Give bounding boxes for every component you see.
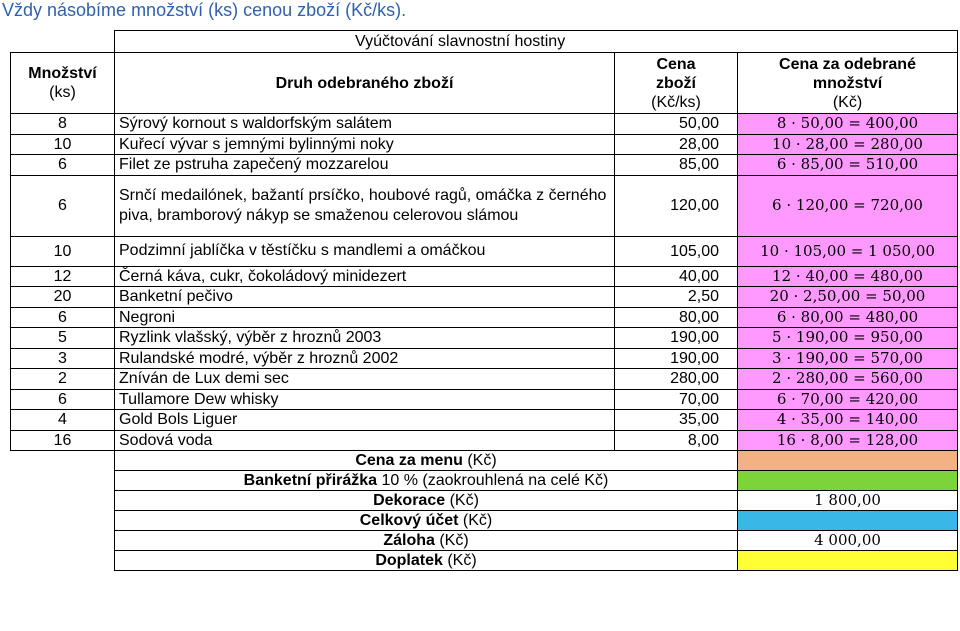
header-item <box>115 53 615 114</box>
row-item: Gold Bols Liguer <box>115 410 615 431</box>
summary-total-label: Celkový účet (Kč) <box>115 511 738 531</box>
row-total: 6 · 70,00 = 420,00 <box>738 389 958 410</box>
row-quantity: 5 <box>11 328 115 349</box>
row-total: 10 · 28,00 = 280,00 <box>738 134 958 155</box>
row-total: 20 · 2,50,00 = 50,00 <box>738 287 958 308</box>
row-total: 3 · 190,00 = 570,00 <box>738 348 958 369</box>
row-quantity: 4 <box>11 410 115 431</box>
row-total: 10 · 105,00 = 1 050,00 <box>738 236 958 266</box>
row-quantity: 2 <box>11 369 115 390</box>
header-quantity <box>11 53 115 114</box>
header-price-unit: (Kč/ks) <box>651 93 701 111</box>
summary-extra-label: Doplatek (Kč) <box>115 551 738 571</box>
row-quantity: 12 <box>11 266 115 287</box>
row-price: 120,00 <box>615 175 738 236</box>
row-item: Banketní pečivo <box>115 287 615 308</box>
table-title: Vyúčtování slavnostní hostiny <box>115 31 958 53</box>
header-row <box>11 53 958 114</box>
summary-deposit-value[interactable]: 4 000,00 <box>738 531 958 551</box>
header-price-label-1: Cena <box>656 55 696 73</box>
row-item: Filet ze pstruha zapečený mozzarelou <box>115 155 615 176</box>
row-price: 190,00 <box>615 328 738 349</box>
row-total: 2 · 280,00 = 560,00 <box>738 369 958 390</box>
row-price: 80,00 <box>615 307 738 328</box>
table-row <box>11 134 958 155</box>
row-item: Kuřecí vývar s jemnými bylinnými noky <box>115 134 615 155</box>
row-quantity: 3 <box>11 348 115 369</box>
row-price: 8,00 <box>615 430 738 451</box>
summary-decor-value[interactable]: 1 800,00 <box>738 491 958 511</box>
summary-menu-value[interactable] <box>738 451 958 471</box>
row-item: Ryzlink vlašský, výběr z hroznů 2003 <box>115 328 615 349</box>
instruction-headline: Vždy násobíme množství (ks) cenou zboží (Kč/ks). <box>2 0 407 20</box>
table-row <box>11 369 958 390</box>
table-row <box>11 114 958 135</box>
row-price: 28,00 <box>615 134 738 155</box>
row-item: Zníván de Lux demi sec <box>115 369 615 390</box>
table-row <box>11 175 958 236</box>
summary-row-decor <box>11 491 958 511</box>
header-quantity-unit: (ks) <box>49 84 76 101</box>
header-total-label-2: množství <box>812 74 883 92</box>
row-quantity: 20 <box>11 287 115 308</box>
row-total: 6 · 85,00 = 510,00 <box>738 155 958 176</box>
row-quantity: 10 <box>11 134 115 155</box>
row-price: 85,00 <box>615 155 738 176</box>
row-total: 8 · 50,00 = 400,00 <box>738 114 958 135</box>
table-title-row <box>11 31 958 53</box>
summary-row-deposit <box>11 531 958 551</box>
row-quantity: 6 <box>11 175 115 236</box>
row-price: 50,00 <box>615 114 738 135</box>
row-price: 2,50 <box>615 287 738 308</box>
summary-surcharge-value[interactable] <box>738 471 958 491</box>
row-item: Negroni <box>115 307 615 328</box>
summary-row-total <box>11 511 958 531</box>
row-price: 190,00 <box>615 348 738 369</box>
row-quantity: 6 <box>11 307 115 328</box>
row-quantity: 6 <box>11 389 115 410</box>
row-item: Srnčí medailónek, bažantí prsíčko, houbové ragů, omáčka z černého piva, bramborový nákyp se smaženou celerovou slámou <box>115 175 615 236</box>
row-total: 4 · 35,00 = 140,00 <box>738 410 958 431</box>
row-quantity: 8 <box>11 114 115 135</box>
summary-decor-label: Dekorace (Kč) <box>115 491 738 511</box>
table-row <box>11 348 958 369</box>
header-price-label-2: zboží <box>656 74 696 92</box>
row-total: 6 · 80,00 = 480,00 <box>738 307 958 328</box>
table-row <box>11 266 958 287</box>
row-price: 40,00 <box>615 266 738 287</box>
row-item: Tullamore Dew whisky <box>115 389 615 410</box>
summary-row-surcharge <box>11 471 958 491</box>
row-item: Sodová voda <box>115 430 615 451</box>
header-total-label-1: Cena za odebrané <box>779 55 916 73</box>
summary-surcharge-label: Banketní přirážka 10 % (zaokrouhlená na celé Kč) <box>115 471 738 491</box>
header-price <box>615 53 738 114</box>
summary-menu-label: Cena za menu (Kč) <box>115 451 738 471</box>
summary-row-menu <box>11 451 958 471</box>
header-total-unit: (Kč) <box>832 93 863 111</box>
row-item: Černá káva, cukr, čokoládový minidezert <box>115 266 615 287</box>
header-quantity-label: Množství <box>28 65 97 82</box>
header-total <box>738 53 958 114</box>
row-item: Rulandské modré, výběr z hroznů 2002 <box>115 348 615 369</box>
summary-deposit-label: Záloha (Kč) <box>115 531 738 551</box>
summary-extra-value[interactable] <box>738 551 958 571</box>
table-row <box>11 155 958 176</box>
header-item-label: Druh odebraného zboží <box>275 74 454 92</box>
summary-row-extra <box>11 551 958 571</box>
row-price: 280,00 <box>615 369 738 390</box>
row-price: 70,00 <box>615 389 738 410</box>
row-total: 5 · 190,00 = 950,00 <box>738 328 958 349</box>
row-price: 35,00 <box>615 410 738 431</box>
table-row <box>11 410 958 431</box>
row-quantity: 10 <box>11 236 115 266</box>
row-quantity: 6 <box>11 155 115 176</box>
row-total: 6 · 120,00 = 720,00 <box>738 175 958 236</box>
table-row <box>11 389 958 410</box>
summary-total-value[interactable] <box>738 511 958 531</box>
table-row <box>11 307 958 328</box>
row-total: 12 · 40,00 = 480,00 <box>738 266 958 287</box>
table-row <box>11 236 958 266</box>
row-item: Sýrový kornout s waldorfským salátem <box>115 114 615 135</box>
table-row <box>11 430 958 451</box>
invoice-table <box>10 30 958 571</box>
row-item: Podzimní jablíčka v těstíčku s mandlemi a omáčkou <box>115 236 615 266</box>
table-row <box>11 328 958 349</box>
table-row <box>11 287 958 308</box>
row-total: 16 · 8,00 = 128,00 <box>738 430 958 451</box>
row-price: 105,00 <box>615 236 738 266</box>
row-quantity: 16 <box>11 430 115 451</box>
